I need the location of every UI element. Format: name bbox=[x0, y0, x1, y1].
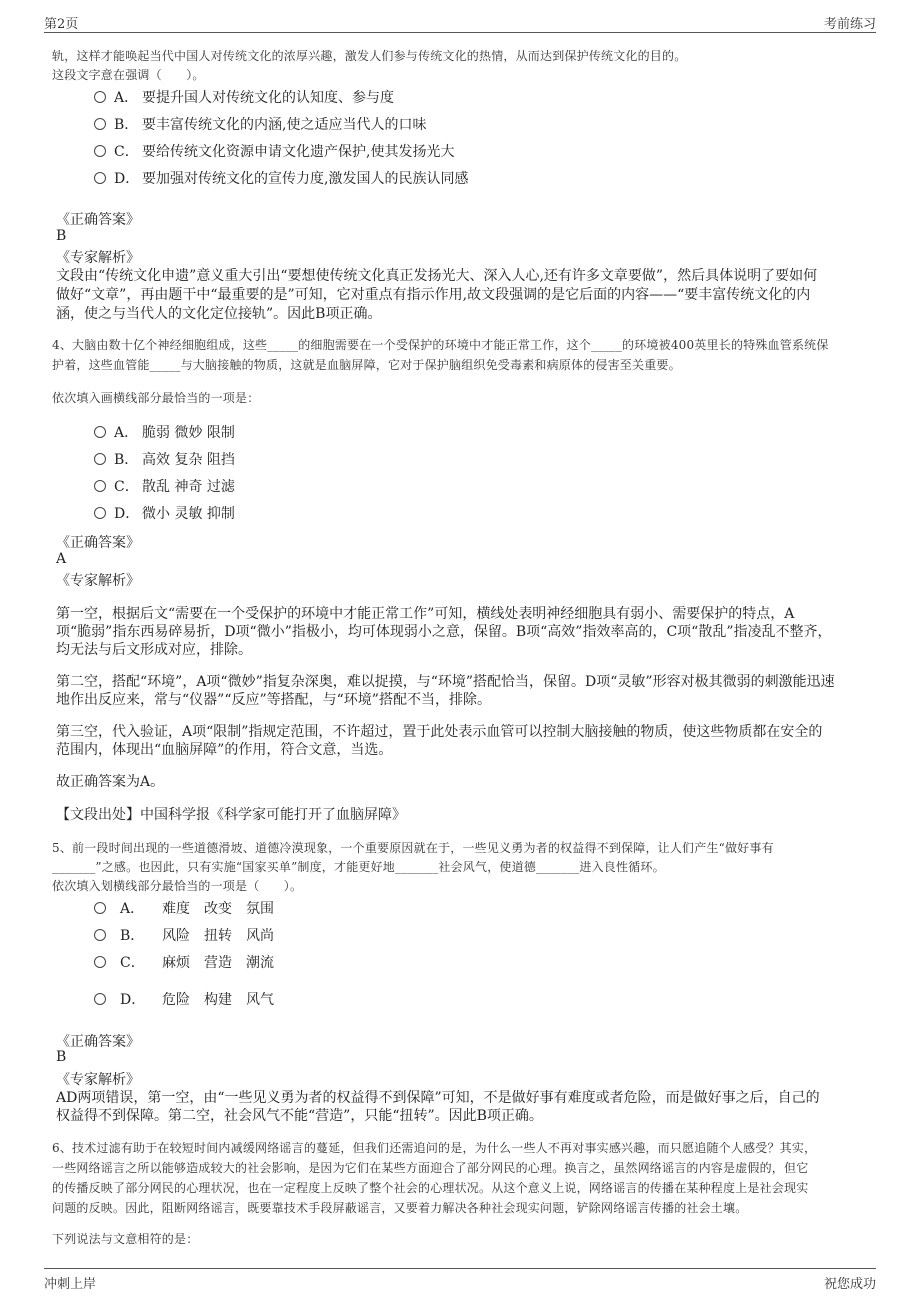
q6-passage-line: 6、技术过滤有助于在较短时间内减缓网络谣言的蔓延，但我们还需追问的是，为什么一些人不再对事实感兴趣，而只愿追随个人感受？其实， bbox=[52, 1141, 817, 1155]
q6-stem: 下列说法与文意相符的是： bbox=[52, 1232, 199, 1246]
q4-analysis-line: 地作出反应来，常与“仪器”“反应”等搭配，与“环境”搭配不当，排除。 bbox=[56, 692, 491, 708]
q3-option-a[interactable]: A． 要提升国人对传统文化的认知度、参与度 bbox=[94, 87, 394, 107]
page-header-title: 考前练习 bbox=[823, 17, 876, 32]
header-rule bbox=[44, 32, 876, 33]
q5-option-d[interactable]: D． 危险 构建 风气 bbox=[94, 989, 288, 1009]
radio-icon[interactable] bbox=[94, 993, 106, 1005]
radio-icon[interactable] bbox=[94, 172, 106, 184]
radio-icon[interactable] bbox=[94, 480, 106, 492]
q4-analysis-line: 项“脆弱”指东西易碎易折，D项“微小”指极小，均可体现弱小之意，保留。B项“高效”指效率高的，C项“散乱”指凌乱不整齐， bbox=[56, 624, 832, 640]
q3-analysis-heading: 《专家解析》 bbox=[56, 250, 140, 266]
q4-passage-line: 4、大脑由数十亿个神经细胞组成，这些_____的细胞需要在一个受保护的环境中才能正常工作，这个_____的环境被400英里长的特殊血管系统保 bbox=[52, 338, 829, 352]
q3-option-b[interactable]: B． 要丰富传统文化的内涵,使之适应当代人的口味 bbox=[94, 114, 426, 134]
q3-answer: B bbox=[56, 228, 67, 244]
q4-analysis-line: 均无法与后文形成对应，排除。 bbox=[56, 642, 252, 658]
q4-answer-heading: 《正确答案》 bbox=[56, 535, 140, 551]
q4-analysis-line: 第一空，根据后文“需要在一个受保护的环境中才能正常工作”可知，横线处表明神经细胞具有弱小、需要保护的特点，A bbox=[56, 606, 795, 622]
page-number: 第2页 bbox=[44, 17, 79, 32]
q5-option-c[interactable]: C． 麻烦 营造 潮流 bbox=[94, 952, 288, 972]
radio-icon[interactable] bbox=[94, 91, 106, 103]
q5-passage-line: 5、前一段时间出现的一些道德滑坡、道德冷漠现象，一个重要原因就在于，一些见义勇为者的权益得不到保障，让人们产生“做好事有 bbox=[52, 841, 774, 855]
q3-analysis-line: 做好“文章”，再由题干中“最重要的是”可知，它对重点有指示作用,故文段强调的是它后面的内容——“要丰富传统文化的内 bbox=[56, 287, 811, 303]
q5-passage-line: _______”之感。也因此，只有实施“国家买单”制度，才能更好地_______社会风气，使道德_______进入良性循环。 bbox=[52, 860, 665, 874]
q4-option-a[interactable]: A． 脆弱 微妙 限制 bbox=[94, 422, 235, 442]
footer-left: 冲刺上岸 bbox=[44, 1277, 97, 1292]
q4-analysis-line: 第二空，搭配“环境”，A项“微妙”指复杂深奥，难以捉摸，与“环境”搭配恰当，保留。D项“灵敏”形容对极其微弱的刺激能迅速 bbox=[56, 674, 835, 690]
q3-passage-tail: 轨，这样才能唤起当代中国人对传统文化的浓厚兴趣，激发人们参与传统文化的热情，从而达到保护传统文化的目的。 bbox=[52, 49, 687, 63]
q4-analysis-heading: 《专家解析》 bbox=[56, 573, 140, 589]
q3-answer-heading: 《正确答案》 bbox=[56, 212, 140, 228]
q4-analysis-line: 第三空，代入验证，A项“限制”指规定范围，不许超过，置于此处表示血管可以控制大脑接触的物质，使这些物质都在安全的 bbox=[56, 724, 823, 740]
q6-passage-line: 的传播反映了部分网民的心理状况，也在一定程度上反映了整个社会的心理状况。从这个意义上说，网络谣言的传播在某种程度上是社会现实 bbox=[52, 1181, 809, 1195]
radio-icon[interactable] bbox=[94, 145, 106, 157]
q4-source: 【文段出处】中国科学报《科学家可能打开了血脑屏障》 bbox=[56, 807, 406, 823]
q5-answer: B bbox=[56, 1049, 67, 1065]
q5-stem: 依次填入划横线部分最恰当的一项是（ ）。 bbox=[52, 879, 303, 893]
radio-icon[interactable] bbox=[94, 902, 106, 914]
q3-option-c[interactable]: C． 要给传统文化资源申请文化遗产保护,使其发扬光大 bbox=[94, 141, 454, 161]
q5-analysis-line: AD两项错误，第一空，由“一些见义勇为者的权益得不到保障”可知，不是做好事有难度或者危险，而是做好事之后，自己的 bbox=[56, 1090, 820, 1106]
radio-icon[interactable] bbox=[94, 118, 106, 130]
q5-analysis-line: 权益得不到保障。第二空，社会风气不能“营造”，只能“扭转”。因此B项正确。 bbox=[56, 1108, 543, 1124]
q4-analysis-line: 范围内，体现出“血脑屏障”的作用，符合文意，当选。 bbox=[56, 742, 393, 758]
radio-icon[interactable] bbox=[94, 929, 106, 941]
q4-answer: A bbox=[56, 551, 67, 567]
q4-option-c[interactable]: C． 散乱 神奇 过滤 bbox=[94, 476, 235, 496]
q4-option-d[interactable]: D． 微小 灵敏 抑制 bbox=[94, 503, 235, 523]
radio-icon[interactable] bbox=[94, 956, 106, 968]
radio-icon[interactable] bbox=[94, 507, 106, 519]
q5-option-b[interactable]: B． 风险 扭转 风尚 bbox=[94, 925, 288, 945]
q4-option-b[interactable]: B． 高效 复杂 阻挡 bbox=[94, 449, 235, 469]
q4-passage-line: 护着，这些血管能_____与大脑接触的物质，这就是血脑屏障，它对于保护脑组织免受毒素和病原体的侵害至关重要。 bbox=[52, 358, 681, 372]
footer-rule bbox=[44, 1268, 876, 1269]
radio-icon[interactable] bbox=[94, 426, 106, 438]
q4-conclusion: 故正确答案为A。 bbox=[56, 774, 165, 790]
radio-icon[interactable] bbox=[94, 453, 106, 465]
q3-analysis-line: 文段由“传统文化申遗”意义重大引出“要想使传统文化真正发扬光大、深入人心,还有许多文章要做”，然后具体说明了要如何 bbox=[56, 268, 818, 284]
q3-option-d[interactable]: D． 要加强对传统文化的宣传力度,激发国人的民族认同感 bbox=[94, 168, 468, 188]
q5-answer-heading: 《正确答案》 bbox=[56, 1034, 140, 1050]
q5-analysis-heading: 《专家解析》 bbox=[56, 1072, 140, 1088]
q3-stem: 这段文字意在强调（ ）。 bbox=[52, 68, 205, 82]
q3-analysis-line: 涵，使之与当代人的文化定位接轨”。因此B项正确。 bbox=[56, 306, 382, 322]
q5-option-a[interactable]: A． 难度 改变 氛围 bbox=[94, 898, 288, 918]
q6-passage-line: 一些网络谣言之所以能够造成较大的社会影响，是因为它们在某些方面迎合了部分网民的心理。换言之，虽然网络谣言的内容是虚假的，但它 bbox=[52, 1161, 809, 1175]
q4-stem: 依次填入画横线部分最恰当的一项是： bbox=[52, 391, 260, 405]
footer-right: 祝您成功 bbox=[823, 1277, 876, 1292]
q6-passage-line: 问题的反映。因此，阻断网络谣言，既要靠技术手段屏蔽谣言，又要着力解决各种社会现实问题，铲除网络谣言传播的社会土壤。 bbox=[52, 1201, 748, 1215]
